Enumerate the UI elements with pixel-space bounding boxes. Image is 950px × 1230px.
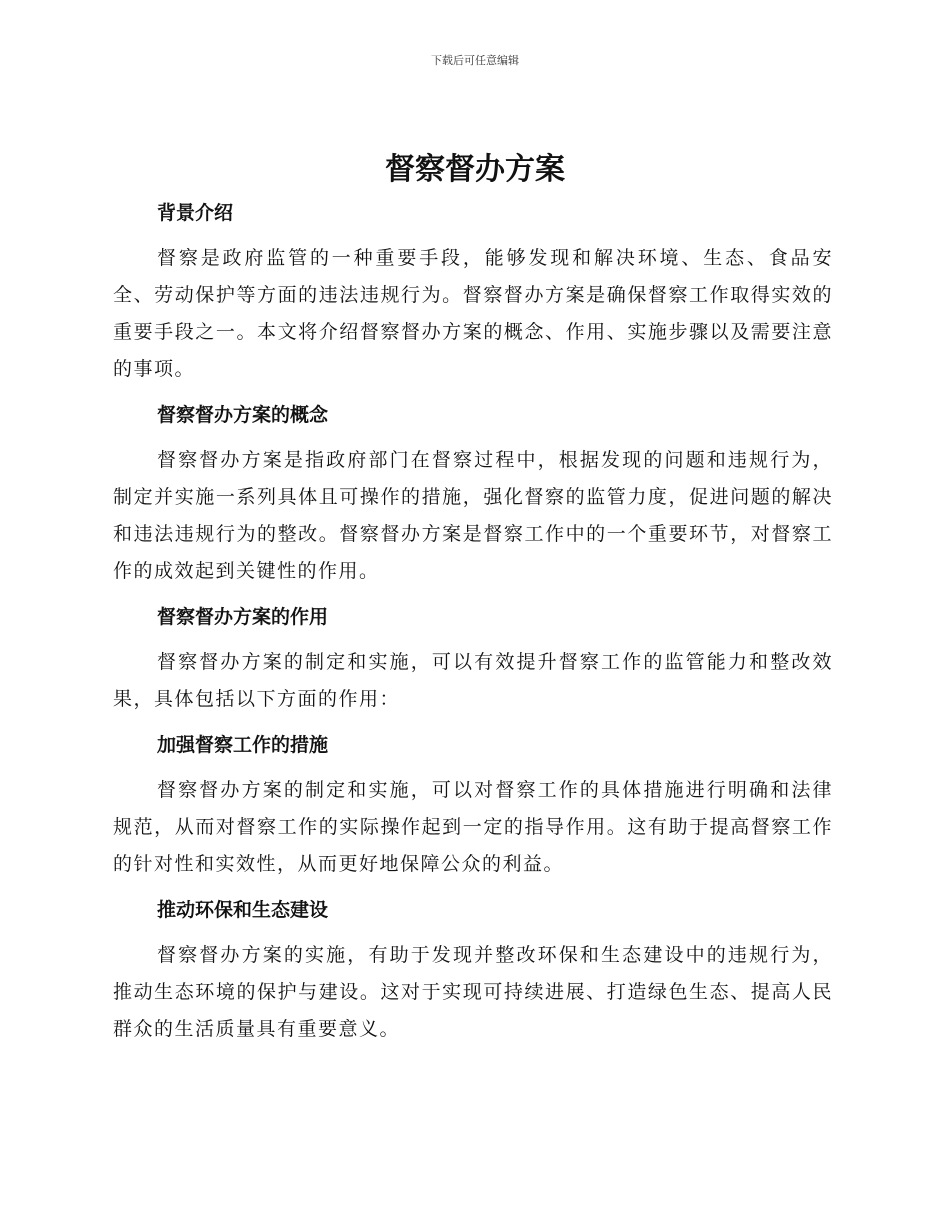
section-paragraph: 督察是政府监管的一种重要手段，能够发现和解决环境、生态、食品安全、劳动保护等方面的违法违规行为。督察督办方案是确保督察工作取得实效的重要手段之一。本文将介绍督察督办方案的概念、作用、实施步骤以及需要注意的事项。	[113, 247, 833, 380]
section-paragraph: 督察督办方案的实施，有助于发现并整改环保和生态建设中的违规行为，推动生态环境的保护与建设。这对于实现可持续进展、打造绿色生态、提高人民群众的生活质量具有重要意义。	[113, 944, 833, 1040]
section-concept	[113, 396, 833, 590]
section-role	[113, 598, 833, 718]
header-note: 下载后可任意编辑	[431, 54, 519, 67]
section-measures	[113, 726, 833, 883]
page-title: 督察督办方案	[385, 152, 565, 187]
section-ecology	[113, 891, 833, 1048]
section-background	[113, 194, 833, 388]
section-heading: 督察督办方案的概念	[157, 404, 329, 426]
section-heading: 背景介绍	[157, 202, 234, 224]
section-paragraph: 督察督办方案的制定和实施，可以有效提升督察工作的监管能力和整改效果，具体包括以下方面的作用：	[113, 651, 833, 710]
document-body	[113, 194, 833, 1056]
section-heading: 督察督办方案的作用	[157, 606, 329, 628]
section-paragraph: 督察督办方案是指政府部门在督察过程中，根据发现的问题和违规行为，制定并实施一系列具体且可操作的措施，强化督察的监管力度，促进问题的解决和违法违规行为的整改。督察督办方案是督察工作中的一个重要环节，对督察工作的成效起到关键性的作用。	[113, 449, 833, 582]
section-heading: 加强督察工作的措施	[157, 734, 329, 756]
section-paragraph: 督察督办方案的制定和实施，可以对督察工作的具体措施进行明确和法律规范，从而对督察工作的实际操作起到一定的指导作用。这有助于提高督察工作的针对性和实效性，从而更好地保障公众的利益。	[113, 779, 833, 875]
section-heading: 推动环保和生态建设	[157, 899, 329, 921]
